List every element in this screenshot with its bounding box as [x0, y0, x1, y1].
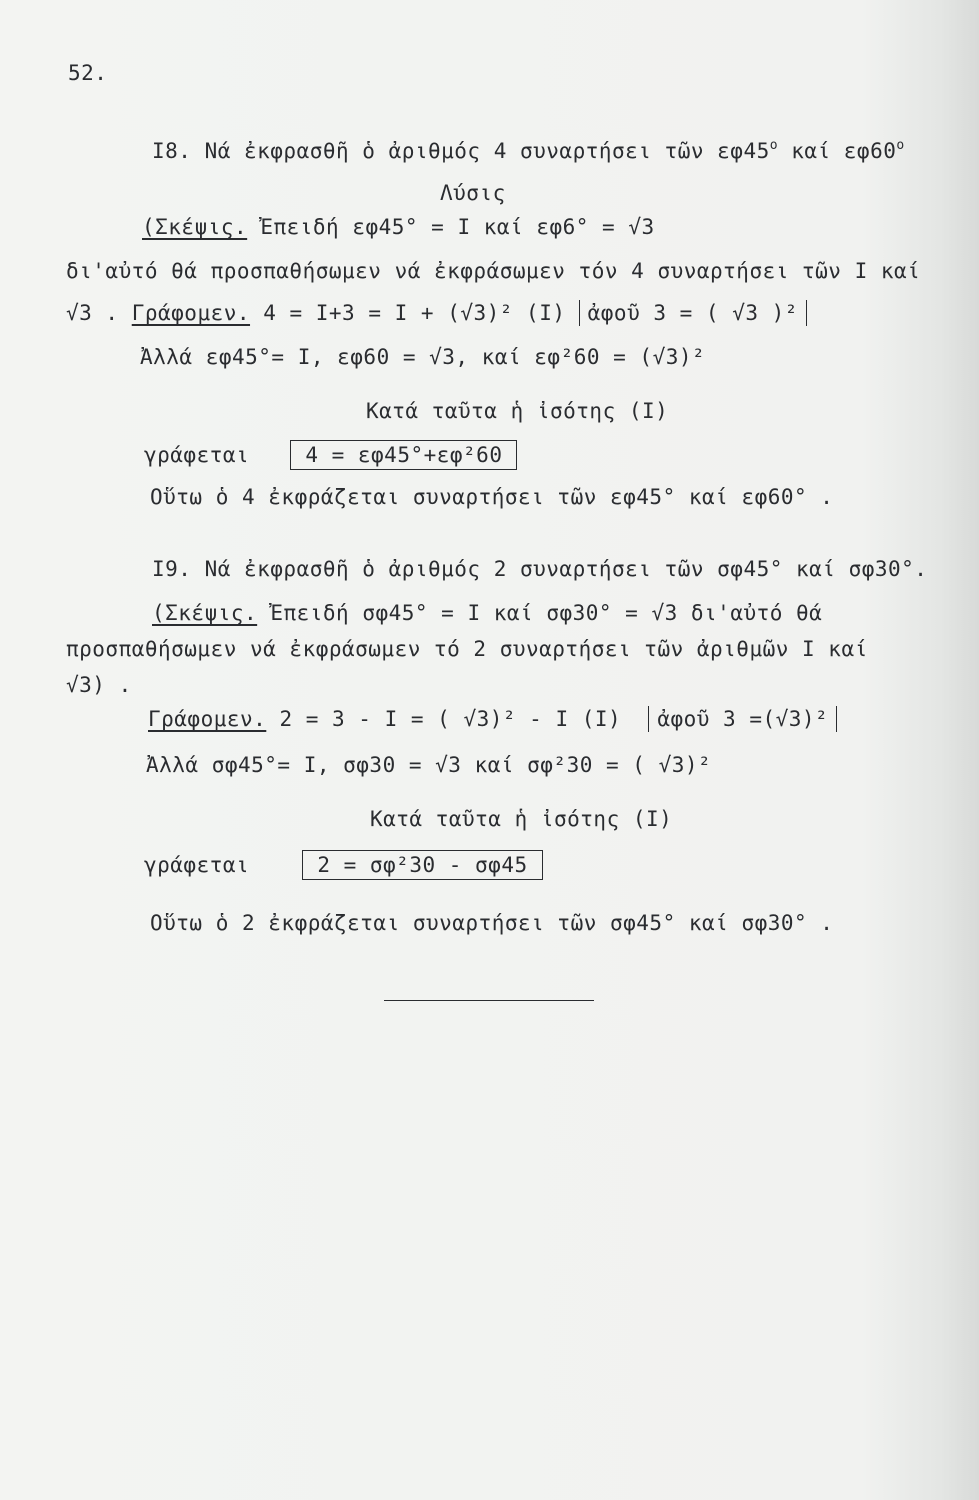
- conclusion-18: Οὕτω ὁ 4 ἐκφράζεται συναρτήσει τῶν εφ45° καί εφ60° .: [150, 485, 834, 509]
- problem-19-line-3: √3) .: [66, 673, 132, 697]
- problem-18-line-4: Ἀλλά εφ45°= Ι, εφ60 = √3, καί εφ²60 = (√3)²: [140, 345, 706, 369]
- sqrt3-start: √3 .: [66, 301, 119, 325]
- skepsis-text-19: Ἐπειδή σφ45° = Ι καί σφ30° = √3 δι'αὐτό θά: [270, 601, 823, 625]
- grafetai-19: γράφεται: [144, 853, 250, 877]
- section-divider: [384, 1000, 594, 1001]
- grafetai-18-row: [144, 440, 517, 470]
- problem-18-header-text: Ι8. Νά ἐκφρασθῆ ὁ ἀριθμός 4 συναρτήσει τῶν εφ45: [152, 139, 770, 163]
- note-bracket-19: ἀφοῦ 3 =(√3)²: [648, 706, 837, 732]
- page-number: 52.: [68, 61, 108, 85]
- grafetai-19-row: [144, 850, 543, 880]
- problem-19-skepsis: [152, 600, 822, 626]
- problem-18-line-3: [66, 300, 807, 326]
- problem-19-header: Ι9. Νά ἐκφρασθῆ ὁ ἀριθμός 2 συναρτήσει τῶν σφ45° καί σφ30°.: [152, 557, 928, 581]
- boxed-identity-18: 4 = εφ45°+εφ²60: [290, 440, 517, 470]
- grafomen-label: Γράφομεν.: [131, 301, 251, 325]
- problem-19-line-2: προσπαθήσωμεν νά ἐκφράσωμεν τό 2 συναρτήσει τῶν ἀριθμῶν Ι καί: [66, 637, 868, 661]
- lysis-heading: Λύσις: [440, 181, 506, 205]
- conclusion-19: Οὕτω ὁ 2 ἐκφράζεται συναρτήσει τῶν σφ45° καί σφ30° .: [150, 911, 834, 935]
- problem-18-header: Ι8. Νά ἐκφρασθῆ ὁ ἀριθμός 4 συναρτήσει τῶν εφ45$^o$ καί εφ60$^o$: [152, 138, 905, 163]
- skepsis-label-19: (Σκέψις.: [152, 601, 258, 625]
- problem-19-line-4: [148, 706, 837, 732]
- kata-tauta-19: Κατά ταῦτα ἡ ἰσότης (Ι): [370, 807, 673, 831]
- problem-18-line-2: δι'αὐτό θά προσπαθήσωμεν νά ἐκφράσωμεν τόν 4 συναρτήσει τῶν Ι καί: [66, 259, 921, 283]
- skepsis-label: (Σκέψις.: [142, 215, 248, 239]
- note-bracket-18: ἀφοῦ 3 = ( √3 )²: [579, 300, 807, 326]
- problem-18-header-tail: καί εφ60: [791, 139, 897, 163]
- equation-19: 2 = 3 - Ι = ( √3)² - Ι (Ι): [279, 707, 622, 731]
- problem-19-line-5: Ἀλλά σφ45°= Ι, σφ30 = √3 καί σφ²30 = ( √3)²: [146, 753, 712, 777]
- grafetai-18: γράφεται: [144, 443, 250, 467]
- boxed-identity-19: 2 = σφ²30 - σφ45: [302, 850, 542, 880]
- kata-tauta-18: Κατά ταῦτα ἡ ἰσότης (Ι): [366, 399, 669, 423]
- equation-18: 4 = Ι+3 = Ι + (√3)² (Ι): [263, 301, 566, 325]
- grafomen-label-19: Γράφομεν.: [148, 707, 267, 731]
- skepsis-text: Ἐπειδή εφ45° = Ι καί εφ6° = √3: [260, 215, 655, 239]
- problem-18-skepsis: [142, 214, 655, 240]
